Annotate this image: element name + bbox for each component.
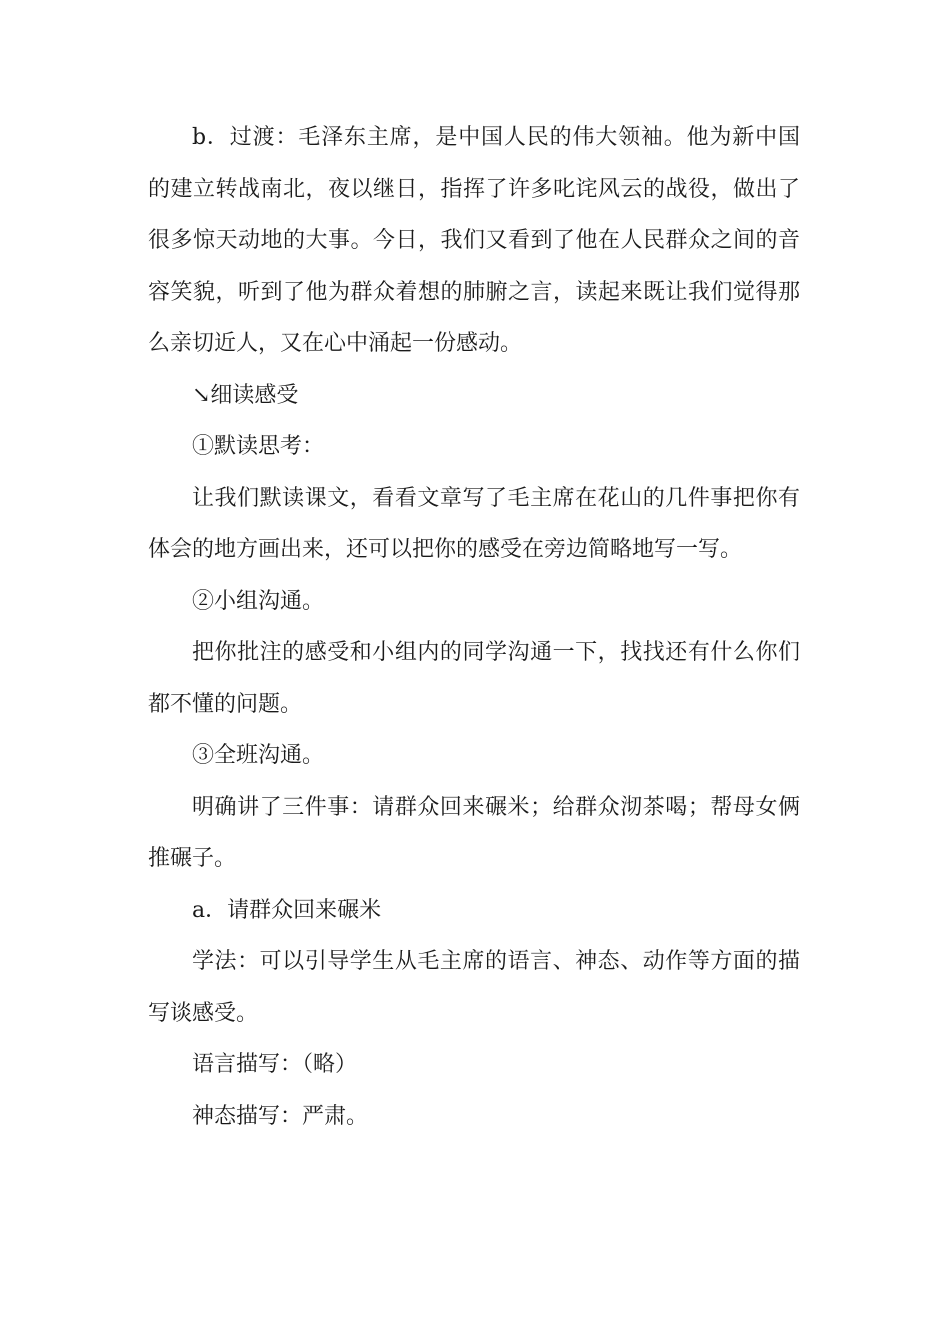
paragraph-three-events: 明确讲了三件事：请群众回来碾米；给群众沏茶喝；帮母女俩推碾子。 [148,794,800,871]
paragraph-transition: b．过渡：毛泽东主席，是中国人民的伟大领袖。他为新中国的建立转战南北，夜以继日，指挥了许多叱诧风云的战役，做出了很多惊天动地的大事。今日，我们又看到了他在人民群众之间的音容笑貌，听到了他为群众着想的肺腑之言，读起来既让我们觉得那么亲切近人，又在心中涌起一份感动。 [148,125,800,356]
paragraph-group-communication: 把你批注的感受和小组内的同学沟通一下，找找还有什么你们都不懂的问题。 [148,640,800,717]
paragraph-language-description: 语言描写：（略） [192,1052,358,1077]
step-class-communication: ③全班沟通。 [192,743,325,768]
step-silent-reading: ①默读思考： [192,434,325,459]
paragraph-expression-description: 神态描写：严肃。 [192,1103,369,1129]
step-group-communication: ②小组沟通。 [192,588,325,614]
paragraph-learning-method: 学法：可以引导学生从毛主席的语言、神态、动作等方面的描写谈感受。 [148,949,800,1026]
subheading-invite-masses: a．请群众回来碾米 [192,897,382,923]
heading-detailed-reading: ↘细读感受 [192,382,299,408]
document-page [148,112,800,1142]
paragraph-silent-reading: 让我们默读课文，看看文章写了毛主席在花山的几件事把你有体会的地方画出来，还可以把你的感受在旁边简略地写一写。 [148,485,800,562]
